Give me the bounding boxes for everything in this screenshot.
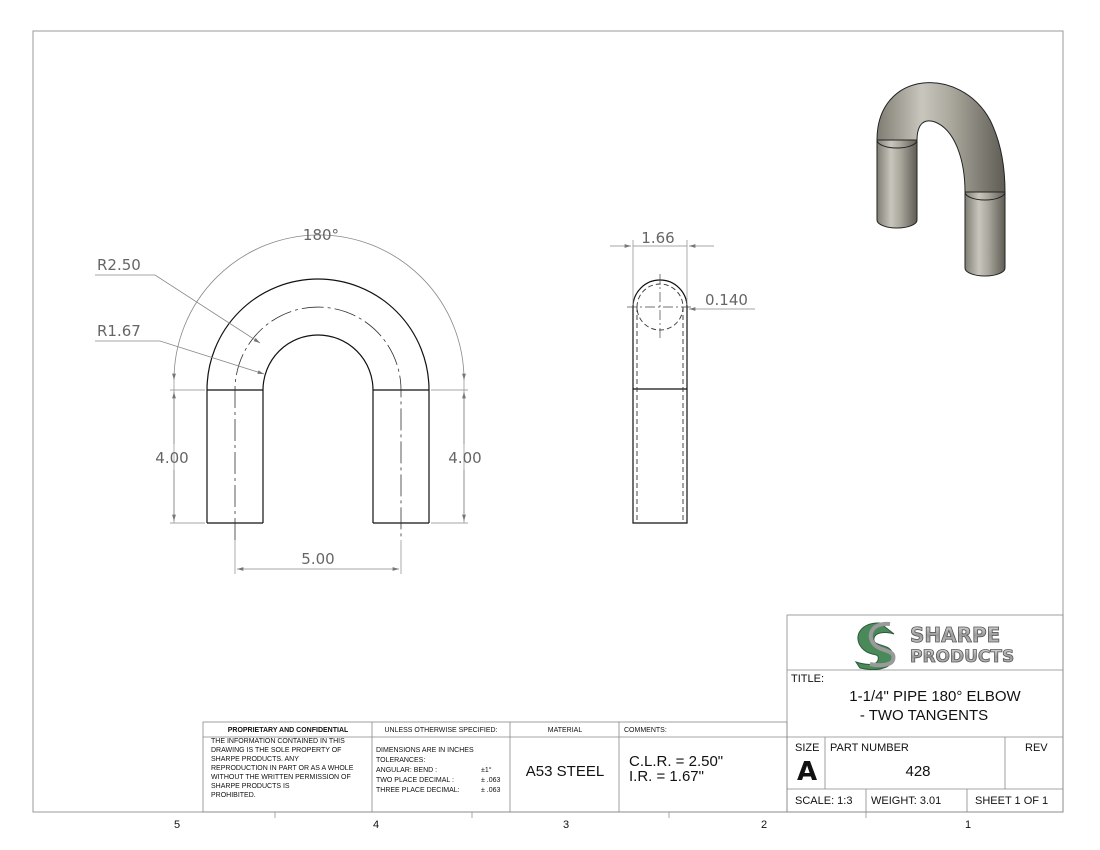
- rev-label: REV: [1025, 742, 1048, 754]
- zone-label: 1: [964, 819, 972, 831]
- logo-text-line1: SHARPE: [910, 623, 1001, 647]
- zone-ticks: [275, 812, 866, 818]
- material-heading: MATERIAL: [547, 727, 583, 734]
- wall-thickness-dimension: 0.140: [705, 291, 748, 309]
- left-tangent-dimension: 4.00: [155, 449, 189, 467]
- material-value: A53 STEEL: [525, 763, 605, 780]
- centerline: [235, 307, 401, 540]
- tolerance-value: ±1°: [481, 767, 492, 774]
- right-tangent-dimension: 4.00: [448, 449, 482, 467]
- tolerance-value: ± .063: [481, 787, 501, 794]
- weight-value: WEIGHT: 3.01: [871, 795, 942, 807]
- tolerance-line: TWO PLACE DECIMAL :: [376, 777, 454, 784]
- proprietary-line: THE INFORMATION CONTAINED IN THIS: [211, 738, 345, 745]
- proprietary-line: SHARPE PRODUCTS IS: [211, 783, 290, 790]
- logo-text-line2: PRODUCTS: [910, 647, 1015, 667]
- size-label: SIZE: [795, 742, 820, 754]
- proprietary-heading: PROPRIETARY AND CONFIDENTIAL: [227, 727, 349, 734]
- center-spacing-dimension: 5.00: [301, 550, 335, 568]
- side-view: [610, 229, 755, 523]
- zone-label: 2: [760, 819, 768, 831]
- zone-label: 5: [173, 819, 181, 831]
- zone-label: 4: [372, 819, 380, 831]
- pipe-od-dimension: 1.66: [641, 229, 675, 247]
- tolerance-line: DIMENSIONS ARE IN INCHES: [376, 747, 474, 754]
- front-view: [95, 226, 482, 574]
- angle-dimension-arc: [174, 235, 464, 380]
- drawing-title-line2: - TWO TANGENTS: [859, 707, 989, 724]
- tolerance-value: ± .063: [481, 777, 501, 784]
- tolerance-line: TOLERANCES:: [376, 757, 426, 764]
- proprietary-line: DRAWING IS THE SOLE PROPERTY OF: [211, 747, 342, 754]
- angle-dimension: 180°: [302, 226, 340, 244]
- proprietary-line: PROHIBITED.: [211, 792, 256, 799]
- title-label: TITLE:: [791, 673, 825, 685]
- tolerance-heading: UNLESS OTHERWISE SPECIFIED:: [384, 727, 498, 734]
- sheet-value: SHEET 1 OF 1: [975, 795, 1049, 807]
- outer-radius-dimension: R2.50: [97, 256, 141, 274]
- part-number-value: 428: [905, 763, 931, 780]
- scale-value: SCALE: 1:3: [795, 795, 853, 807]
- drawing-title-line1: 1-1/4" PIPE 180° ELBOW: [849, 688, 1021, 705]
- inner-radius-dimension: R1.67: [97, 322, 141, 340]
- proprietary-line: SHARPE PRODUCTS. ANY: [211, 756, 299, 763]
- sharpe-products-logo: [856, 623, 1014, 669]
- zone-label: 3: [562, 819, 570, 831]
- size-value: A: [797, 757, 818, 787]
- comments-heading: COMMENTS:: [624, 727, 667, 734]
- pipe-outer-profile: [207, 279, 429, 523]
- tolerance-line: THREE PLACE DECIMAL:: [376, 787, 460, 794]
- comments-line: I.R. = 1.67": [629, 768, 704, 785]
- tolerance-line: ANGULAR: BEND :: [376, 767, 438, 774]
- pipe-inner-profile: [263, 335, 373, 523]
- isometric-view: [877, 83, 1005, 276]
- proprietary-line: REPRODUCTION IN PART OR AS A WHOLE: [211, 765, 354, 772]
- comments-line: C.L.R. = 2.50": [629, 753, 724, 770]
- part-number-label: PART NUMBER: [830, 742, 909, 754]
- proprietary-line: WITHOUT THE WRITTEN PERMISSION OF: [211, 774, 351, 781]
